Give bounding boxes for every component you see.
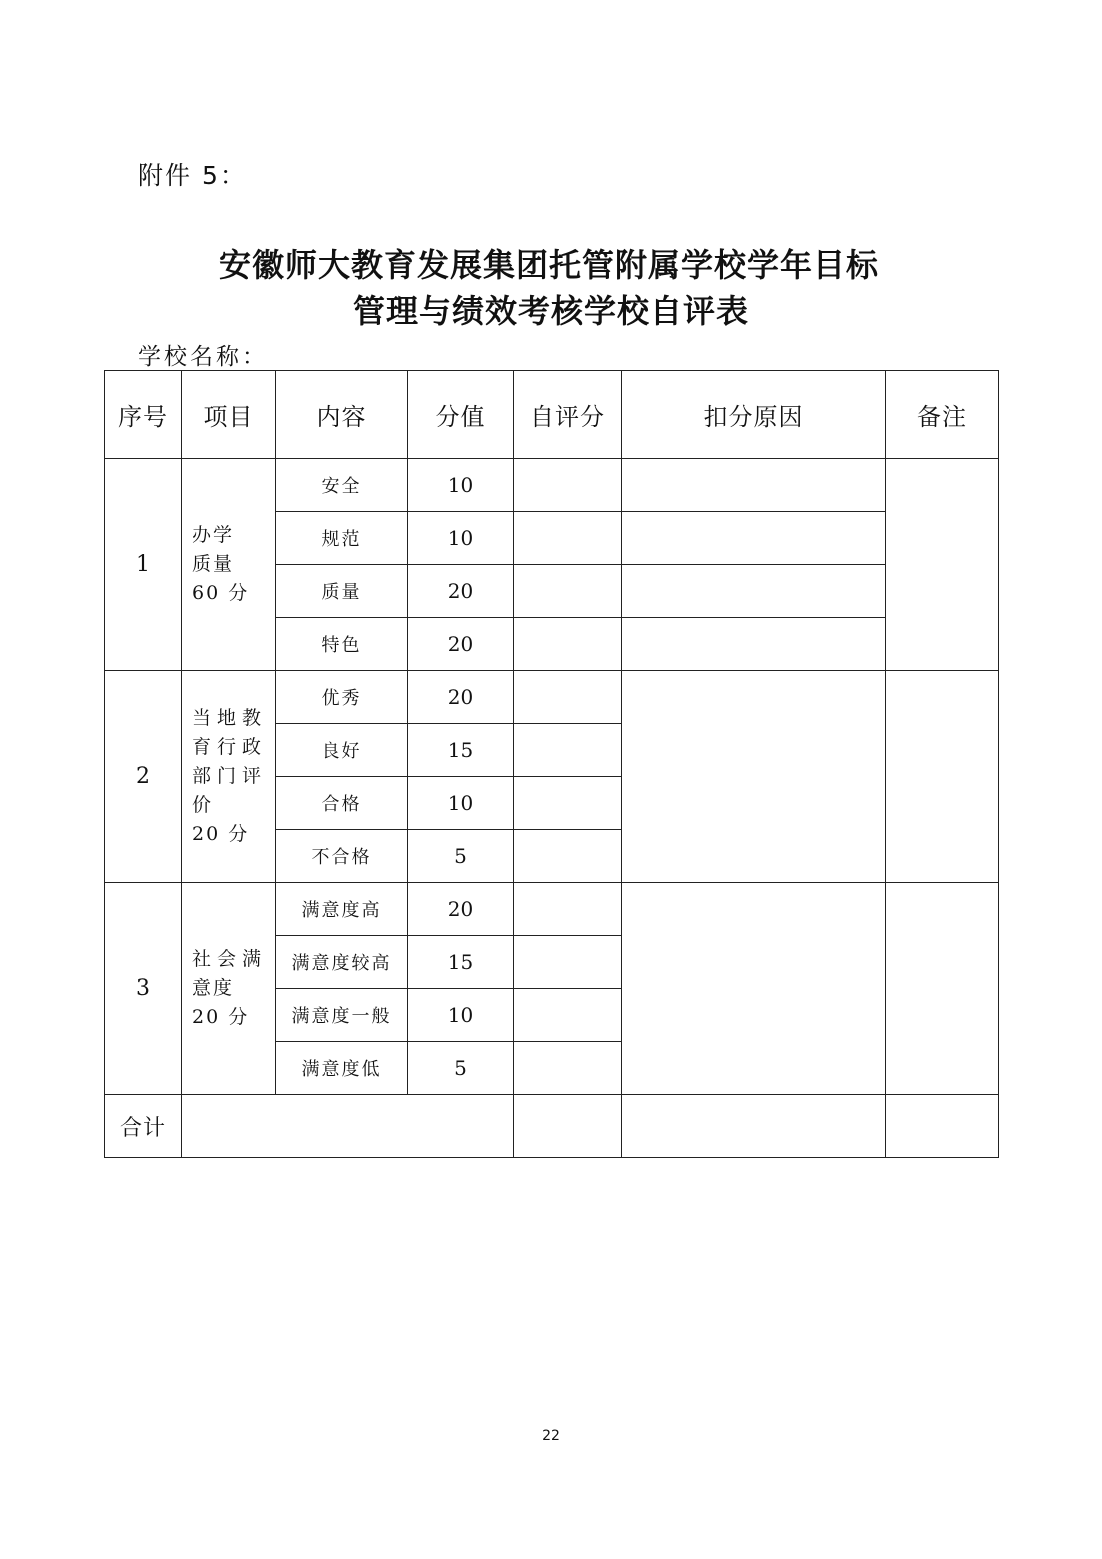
item-line: 当地教: [192, 707, 268, 729]
item-line: 部门评: [192, 765, 268, 787]
total-self-score-cell[interactable]: [514, 1095, 622, 1158]
header-content: 内容: [276, 371, 408, 459]
seq-cell: 1: [105, 459, 182, 671]
seq-cell: 2: [105, 671, 182, 883]
content-cell: 满意度一般: [276, 989, 408, 1042]
item-line: 20 分: [192, 823, 250, 845]
content-cell: 规范: [276, 512, 408, 565]
document-title-line-1: 安徽师大教育发展集团托管附属学校学年目标: [218, 246, 879, 284]
table-header-row: [105, 371, 999, 459]
score-cell: 10: [408, 459, 514, 512]
self-evaluation-table: [104, 370, 999, 1158]
self-score-cell[interactable]: [514, 936, 622, 989]
deduction-reason-cell[interactable]: [622, 565, 886, 618]
header-self-score: 自评分: [514, 371, 622, 459]
item-cell: [182, 883, 276, 1095]
self-score-cell[interactable]: [514, 671, 622, 724]
score-cell: 20: [408, 618, 514, 671]
self-score-cell[interactable]: [514, 989, 622, 1042]
item-cell: [182, 459, 276, 671]
header-remarks: 备注: [886, 371, 999, 459]
remarks-cell[interactable]: [886, 459, 999, 671]
total-label: 合计: [105, 1095, 182, 1158]
self-score-cell[interactable]: [514, 459, 622, 512]
content-cell: 合格: [276, 777, 408, 830]
content-cell: 特色: [276, 618, 408, 671]
self-score-cell[interactable]: [514, 883, 622, 936]
content-cell: 良好: [276, 724, 408, 777]
table-row: [105, 459, 999, 512]
deduction-reason-cell[interactable]: [622, 512, 886, 565]
item-line: 质量: [192, 553, 235, 575]
item-line: 育行政: [192, 736, 268, 758]
total-score-cell[interactable]: [182, 1095, 514, 1158]
page-number: 22: [542, 1428, 560, 1444]
table-row: [105, 883, 999, 936]
item-line: 办学: [192, 524, 235, 546]
self-score-cell[interactable]: [514, 777, 622, 830]
score-cell: 20: [408, 671, 514, 724]
score-cell: 5: [408, 830, 514, 883]
remarks-cell[interactable]: [886, 671, 999, 883]
deduction-reason-cell[interactable]: [622, 671, 886, 883]
remarks-cell[interactable]: [886, 883, 999, 1095]
school-name-label: 学校名称：: [138, 344, 268, 370]
score-cell: 20: [408, 883, 514, 936]
score-cell: 10: [408, 989, 514, 1042]
deduction-reason-cell[interactable]: [622, 883, 886, 1095]
table-row: [105, 671, 999, 724]
seq-cell: 3: [105, 883, 182, 1095]
total-deduction-reason-cell[interactable]: [622, 1095, 886, 1158]
score-cell: 5: [408, 1042, 514, 1095]
score-cell: 15: [408, 724, 514, 777]
score-cell: 15: [408, 936, 514, 989]
total-row: [105, 1095, 999, 1158]
item-line: 60 分: [192, 582, 250, 604]
self-score-cell[interactable]: [514, 565, 622, 618]
header-score: 分值: [408, 371, 514, 459]
item-line: 意度: [192, 977, 235, 999]
item-line: 价: [192, 794, 214, 816]
item-cell: [182, 671, 276, 883]
score-cell: 10: [408, 512, 514, 565]
content-cell: 满意度较高: [276, 936, 408, 989]
self-score-cell[interactable]: [514, 1042, 622, 1095]
attachment-label: 附件 5：: [138, 161, 247, 190]
deduction-reason-cell[interactable]: [622, 618, 886, 671]
self-score-cell[interactable]: [514, 512, 622, 565]
content-cell: 不合格: [276, 830, 408, 883]
item-line: 20 分: [192, 1006, 250, 1028]
self-score-cell[interactable]: [514, 724, 622, 777]
document-title-line-2: 管理与绩效考核学校自评表: [352, 292, 749, 330]
score-cell: 20: [408, 565, 514, 618]
total-remarks-cell[interactable]: [886, 1095, 999, 1158]
self-score-cell[interactable]: [514, 830, 622, 883]
header-seq: 序号: [105, 371, 182, 459]
score-cell: 10: [408, 777, 514, 830]
content-cell: 优秀: [276, 671, 408, 724]
header-deduction-reason: 扣分原因: [622, 371, 886, 459]
self-score-cell[interactable]: [514, 618, 622, 671]
content-cell: 满意度高: [276, 883, 408, 936]
content-cell: 安全: [276, 459, 408, 512]
deduction-reason-cell[interactable]: [622, 459, 886, 512]
item-line: 社会满: [192, 948, 268, 970]
content-cell: 质量: [276, 565, 408, 618]
content-cell: 满意度低: [276, 1042, 408, 1095]
header-item: 项目: [182, 371, 276, 459]
